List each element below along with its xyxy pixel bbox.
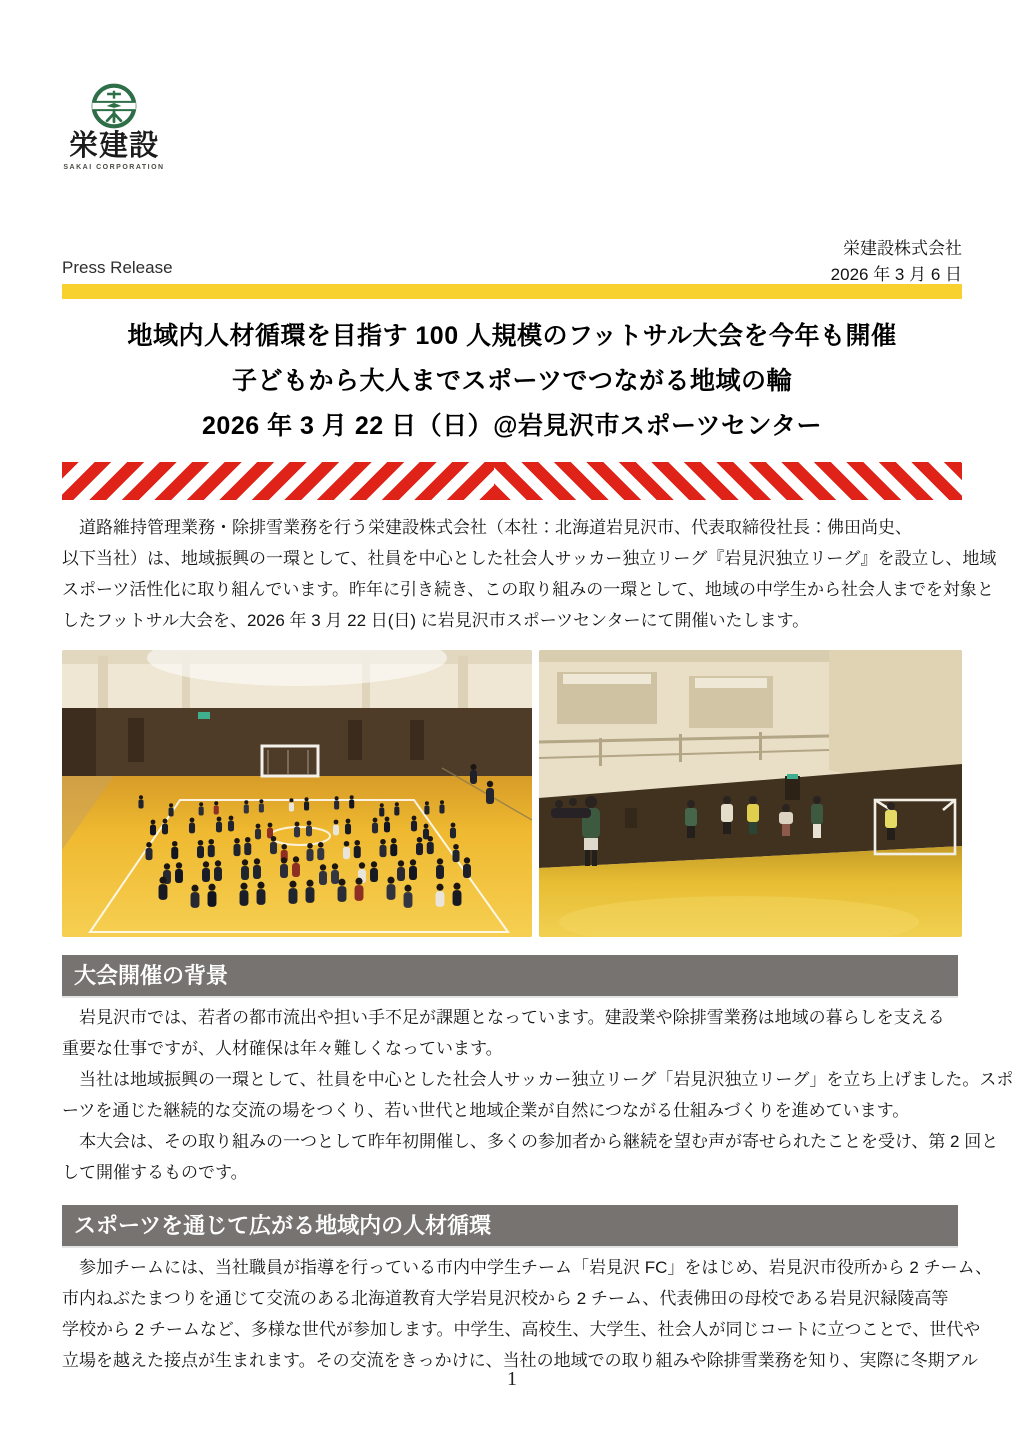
photo-row <box>62 650 962 937</box>
title-line-3: 2026 年 3 月 22 日（日）@岩見沢市スポーツセンター <box>202 412 822 440</box>
section-body-background <box>62 1002 1014 1188</box>
section-line: 重要な仕事ですが、人材確保は年々難しくなっています。 <box>62 1039 503 1058</box>
company-logo <box>63 82 165 172</box>
intro-paragraph <box>62 512 997 636</box>
press-release-label: Press Release <box>62 258 173 277</box>
section-heading-talent-cycle <box>62 1205 958 1246</box>
section-heading-text: 大会開催の背景 <box>74 963 229 988</box>
section-line: ーツを通じた継続的な交流の場をつくり、若い世代と地域企業が自然につながる仕組みづくりを進めています。 <box>62 1101 910 1120</box>
page-number: 1 <box>507 1368 517 1390</box>
section-line: 立場を越えた接点が生まれます。その交流をきっかけに、当社の地域での取り組みや除排雪業務を知り、実際に冬期アル <box>62 1351 978 1370</box>
section-line: 参加チームには、当社職員が指導を行っている市内中学生チーム「岩見沢 FC」をはじめ、岩見沢市役所から 2 チーム、 <box>62 1258 993 1277</box>
yellow-divider-bar <box>62 284 962 299</box>
section-line: 本大会は、その取り組みの一つとして昨年初開催し、多くの参加者から継続を望む声が寄せられたことを受け、第 2 回と <box>62 1132 999 1151</box>
title-line-1: 地域内人材循環を目指す 100 人規模のフットサル大会を今年も開催 <box>127 322 897 350</box>
hazard-stripe-banner <box>62 462 962 500</box>
company-logo-name: 栄建設 <box>68 130 159 162</box>
company-logo-subtitle: SAKAI CORPORATION <box>63 164 165 172</box>
section-line: して開催するものです。 <box>62 1163 248 1182</box>
header-release-date: 2026 年 3 月 6 日 <box>830 265 962 284</box>
photo-futsal-group <box>62 650 532 937</box>
intro-line: スポーツ活性化に取り組んでいます。昨年に引き続き、この取り組みの一環として、地域の中学生から社会人までを対象と <box>62 580 994 599</box>
hazard-stripes-right <box>494 462 962 500</box>
hazard-stripes-left <box>62 462 494 500</box>
section-line: 市内ねぶたまつりを通じて交流のある北海道教育大学岩見沢校から 2 チーム、代表佛田の母校である岩見沢緑陵高等 <box>62 1289 949 1308</box>
section-body-talent-cycle <box>62 1252 993 1376</box>
title-line-2: 子どもから大人までスポーツでつながる地域の輪 <box>231 367 792 395</box>
section-line: 学校から 2 チームなど、多様な世代が参加します。中学生、高校生、大学生、社会人が同じコートに立つことで、世代や <box>62 1320 981 1339</box>
photo-futsal-match <box>539 650 962 937</box>
intro-line: 道路維持管理業務・除排雪業務を行う栄建設株式会社（本社：北海道岩見沢市、代表取締役社長：佛田尚史、 <box>62 518 912 537</box>
section-line: 岩見沢市では、若者の都市流出や担い手不足が課題となっています。建設業や除排雪業務は地域の暮らしを支える <box>62 1008 945 1027</box>
section-heading-text: スポーツを通じて広がる地域内の人材循環 <box>74 1213 492 1238</box>
title-block <box>62 314 962 449</box>
section-line: 当社は地域振興の一環として、社員を中心とした社会人サッカー独立リーグ「岩見沢独立リーグ」を立ち上げました。スポ <box>62 1070 1014 1089</box>
intro-line: したフットサル大会を、2026 年 3 月 22 日(日) に岩見沢市スポーツセンターにて開催いたします。 <box>62 611 810 630</box>
section-heading-background <box>62 955 958 996</box>
header-company-name: 栄建設株式会社 <box>843 239 962 258</box>
company-emblem-icon <box>90 82 138 130</box>
intro-line: 以下当社）は、地域振興の一環として、社員を中心とした社会人サッカー独立リーグ『岩見沢独立リーグ』を設立し、地域 <box>62 549 997 568</box>
